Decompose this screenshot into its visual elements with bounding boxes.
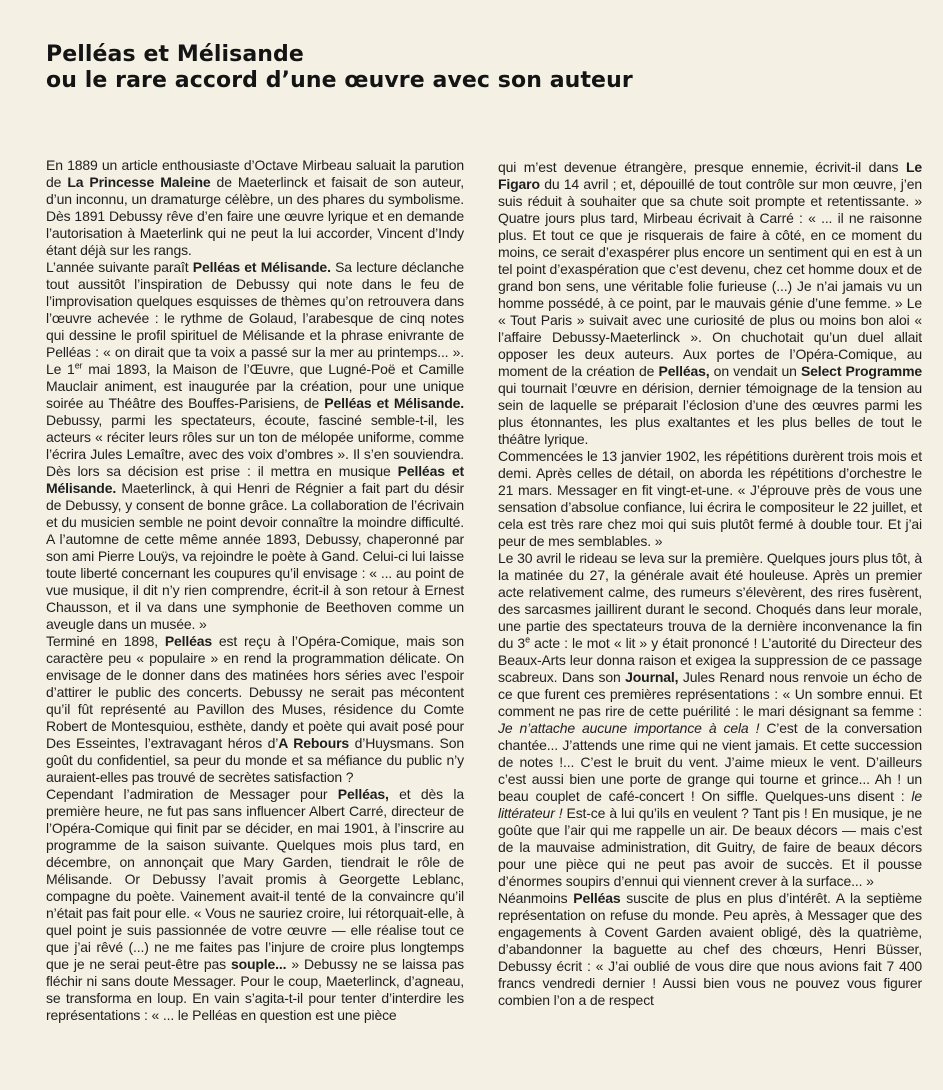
paragraph bbox=[498, 159, 922, 448]
paragraph bbox=[498, 890, 922, 1009]
article-title bbox=[46, 42, 633, 94]
paragraph bbox=[498, 550, 922, 890]
text-run: on vendait un bbox=[709, 363, 801, 379]
text-run: de Maeterlinck et faisait de son auteur, d’un inconnu, un dramaturge célèbre, un des phares du symbolisme. Dès 1891 Debussy rêve d’en faire une œuvre lyrique et en demande l’autorisation à Maeterlink qui ne peut la lui accorder, Vincent d’Indy étant déjà sur les rangs. bbox=[46, 174, 465, 258]
superscript: er bbox=[74, 360, 83, 371]
text-run: qui m’est devenue étrangère, presque ennemie, écrivit-il dans bbox=[498, 159, 906, 175]
emphasis-text: Pelléas et Mélisande. bbox=[324, 395, 465, 411]
text-run: du 14 avril ; et, dépouillé de tout contrôle sur mon œuvre, j’en suis réduit à souhaiter que sa chute soit prompte et retentissante. » Quatre jours plus tard, Mirbeau écrivait à Carré : « ... il ne raisonne plus. Et tout ce que je risquerais de faire à côté, en ce moment du moins, ce serait d’exaspérer plus encore un sentiment qui en est à un tel point d’exaspération que c’est devenu, chez cet homme doux et de grand bon sens, une véritable folie furieuse (...) Je n’ai jamais vu un homme possédé, à ce point, par le mauvais génie d’une femme. » Le « Tout Paris » suivait avec une curiosité de plus ou moins bon aloi « l’affaire Debussy-Maeterlinck ». On chuchotait qu’un duel allait opposer les deux auteurs. Aux portes de l’Opéra-Comique, au moment de la création de bbox=[498, 176, 922, 379]
text-run: Terminé en 1898, bbox=[46, 633, 165, 649]
italic-text: Je n’attache aucune importance à cela ! bbox=[498, 720, 760, 736]
text-run: C’est de la conversation chantée... J’attends une rime qui ne vient jamais. Et cette succession de notes !... C’est le bruit du vent. J’aime mieux le vent. D’ailleurs c’est aussi bien une porte de grange qui tourne et grince... Ah ! un beau couplet de café-concert ! On siffle. Quelques-uns disent : bbox=[498, 720, 922, 804]
emphasis-text: La Princesse Maleine bbox=[67, 174, 211, 190]
title-line-1: Pelléas et Mélisande bbox=[46, 42, 304, 67]
text-run: Sa lecture déclanche tout aussitôt l’inspiration de Debussy qui note dans le feu de l’improvisation quelques esquisses de thèmes qu’on retrouvera dans l’œuvre achevée : le rythme de Golaud, l’arabesque de cinq notes qui dessine le profil spirituel de Mélisande et la phrase enivrante de Pelléas : « on dirait que ta voix a passé sur la mer au printemps... ». Le 1 bbox=[46, 259, 464, 377]
text-run: suscite de plus en plus d’intérêt. A la septième représentation on refuse du monde. Peu après, à Messager que des engagements à Covent Garden avaient obligé, dès la quatrième, d’abandonner la baguette au chef des chœurs, Henri Büsser, Debussy écrit : « J’ai oublié de vous dire que nous avions fait 7 400 francs vendredi dernier ! Aussi bien vous ne pouvez vous figurer combien l’on a de respect bbox=[498, 890, 922, 1008]
text-run: L’année suivante paraît bbox=[46, 259, 193, 275]
paragraph bbox=[46, 259, 464, 633]
emphasis-text: Pelléas et Mélisande. bbox=[192, 259, 331, 275]
text-run: et dès la première heure, ne fut pas sans influencer Albert Carré, directeur de l’Opéra-Comique qui finit par se décider, en mai 1901, à l’inscrire au programme de la saison suivante. Quelques mois plus tard, en décembre, on annonçait que Mary Garden, tiendrait le rôle de Mélisande. Or Debussy l’avait promis à Georgette Leblanc, compagne du poète. Vainement avait-il tenté de la convaincre qu’il n’était pas fait pour elle. « Vous ne sauriez croire, lui rétorquait-elle, à quel point je suis passionnée de votre œuvre — elle réalise tout ce que j’ai rêvé (...) ne me faites pas l’injure de croire plus longtemps que je ne serai peut-être pas bbox=[46, 786, 464, 972]
text-run: Est-ce à lui qu’ils en veulent ? Tant pis ! En musique, je ne goûte que l’air qui me rappelle un air. De beaux décors — mais c’est de la mauvaise administration, dit Guitry, de faire de beaux décors pour une pièce qui ne peut pas avoir de succès. Et il pousse d’énormes soupirs d’ennui qui viennent crever à la surface... » bbox=[498, 805, 922, 889]
emphasis-text: Le Figaro bbox=[498, 159, 922, 192]
text-run: d’Huysmans. Son goût du confidentiel, sa peur du monde et sa méfiance du public n’y auraient-elles pas trouvé de secrètes satisfaction ? bbox=[46, 735, 465, 785]
emphasis-text: Journal, bbox=[625, 669, 679, 685]
text-run: est reçu à l’Opéra-Comique, mais son caractère peu « populaire » en rend la programmation délicate. On envisage de le donner dans des matinées hors séries avec l’espoir d’attirer le public des concerts. Debussy ne serait pas mécontent qu’il fût représenté au Pavillon des Muses, résidence du Comte Robert de Montesquiou, esthète, dandy et poète qui avait posé pour Des Esseintes, l’extravagant héros d’ bbox=[46, 633, 464, 751]
text-run: Debussy, parmi les spectateurs, écoute, fasciné semble-t-il, les acteurs « réciter leurs rôles sur un ton de mélopée uniforme, comme l’écrira Jules Lemaître, avec des voix d’ombres ». Il s’en souviendra. Dès lors sa décision est prise : il mettra en musique bbox=[46, 412, 464, 479]
emphasis-text: Pelléas bbox=[164, 633, 213, 649]
text-run: Commencées le 13 janvier 1902, les répétitions durèrent trois mois et demi. Après celles de détail, on aborda les répétitions d’orchestre le 21 mars. Messager en fit vingt-et-une. « J’éprouve près de vous une sensation d’absolue confiance, lui écrira le compositeur le 22 juillet, et cela est très rare chez moi qui suis plutôt fermé à double tour. Et j’ai peur de mes semblables. » bbox=[498, 448, 922, 549]
superscript: e bbox=[525, 634, 530, 645]
text-run: mai 1893, la Maison de l’Œuvre, que Lugné-Poë et Camille Mauclair animent, est inaugurée par la création, pour une unique soirée au Théâtre des Bouffes-Parisiens, de bbox=[46, 361, 464, 411]
text-run: qui tournait l’œuvre en dérision, dernier témoignage de la tension au sein de laquelle se préparait l’éclosion d’une des œuvres parmi les plus étonnantes, les plus exaltantes et les plus belles de tout le théâtre lyrique. bbox=[498, 380, 922, 447]
text-run: » Debussy ne se laissa pas fléchir ni sans doute Messager. Pour le coup, Maeterlinck, d’agneau, se transforma en loup. En vain s’agita-t-il pour tenter d’interdire les représentations : « ... le Pelléas en question est une pièce bbox=[46, 956, 464, 1023]
paragraph bbox=[498, 448, 922, 550]
paragraph bbox=[46, 633, 464, 786]
emphasis-text: Pelléas bbox=[573, 890, 621, 906]
title-line-2: ou le rare accord d’une œuvre avec son auteur bbox=[46, 68, 633, 93]
text-run: acte : le mot « lit » y était prononcé ! L’autorité du Directeur des Beaux-Arts leur donna raison et exigea la suppression de ce passage scabreux. Dans son bbox=[498, 635, 922, 685]
paragraph bbox=[46, 157, 464, 259]
emphasis-text: souple... bbox=[230, 956, 287, 972]
emphasis-text: Pelléas, bbox=[658, 363, 710, 379]
text-run: Le 30 avril le rideau se leva sur la première. Quelques jours plus tôt, à la matinée du 27, la générale avait été houleuse. Après un premier acte relativement calme, des rumeurs s’élevèrent, des rires fusèrent, des sarcasmes jaillirent durant le second. Choqués dans leur morale, une partie des spectateurs trouva de la dernière inconvenance la fin du 3 bbox=[498, 550, 922, 651]
emphasis-text: A Rebours bbox=[278, 735, 350, 751]
right-column bbox=[498, 159, 922, 1009]
text-run: Cependant l’admiration de Messager pour bbox=[46, 786, 338, 802]
paragraph bbox=[46, 786, 464, 1024]
emphasis-text: Pelléas, bbox=[337, 786, 389, 802]
text-run: Jules Renard nous renvoie un écho de ce que furent ces premières représentations : « Un sombre ennui. Et comment ne pas rire de cette puérilité : le mari désignant sa femme : bbox=[498, 669, 922, 719]
text-run: Maeterlinck, à qui Henri de Régnier a fait part du désir de Debussy, y consent de bonne grâce. La collaboration de l’écrivain et du musicien semble ne point devoir connaître la moindre difficulté. A l’automne de cette même année 1893, Debussy, chaperonné par son ami Pierre Louÿs, va rejoindre le poète à Gand. Celui-ci lui laisse toute liberté concernant les coupures qu’il envisage : « ... au point de vue musique, il dit n’y rien comprendre, écrit-il à son retour à Ernest Chausson, et il va dans une symphonie de Beethoven comme un aveugle dans un musée. » bbox=[46, 480, 464, 632]
emphasis-text: Select Programme bbox=[800, 363, 923, 379]
italic-text: le littérateur ! bbox=[498, 788, 922, 821]
left-column bbox=[46, 157, 464, 1024]
text-run: Néanmoins bbox=[498, 890, 574, 906]
emphasis-text: Pelléas et Mélisande. bbox=[46, 463, 464, 496]
text-run: En 1889 un article enthousiaste d’Octave Mirbeau saluait la parution de bbox=[46, 157, 464, 190]
